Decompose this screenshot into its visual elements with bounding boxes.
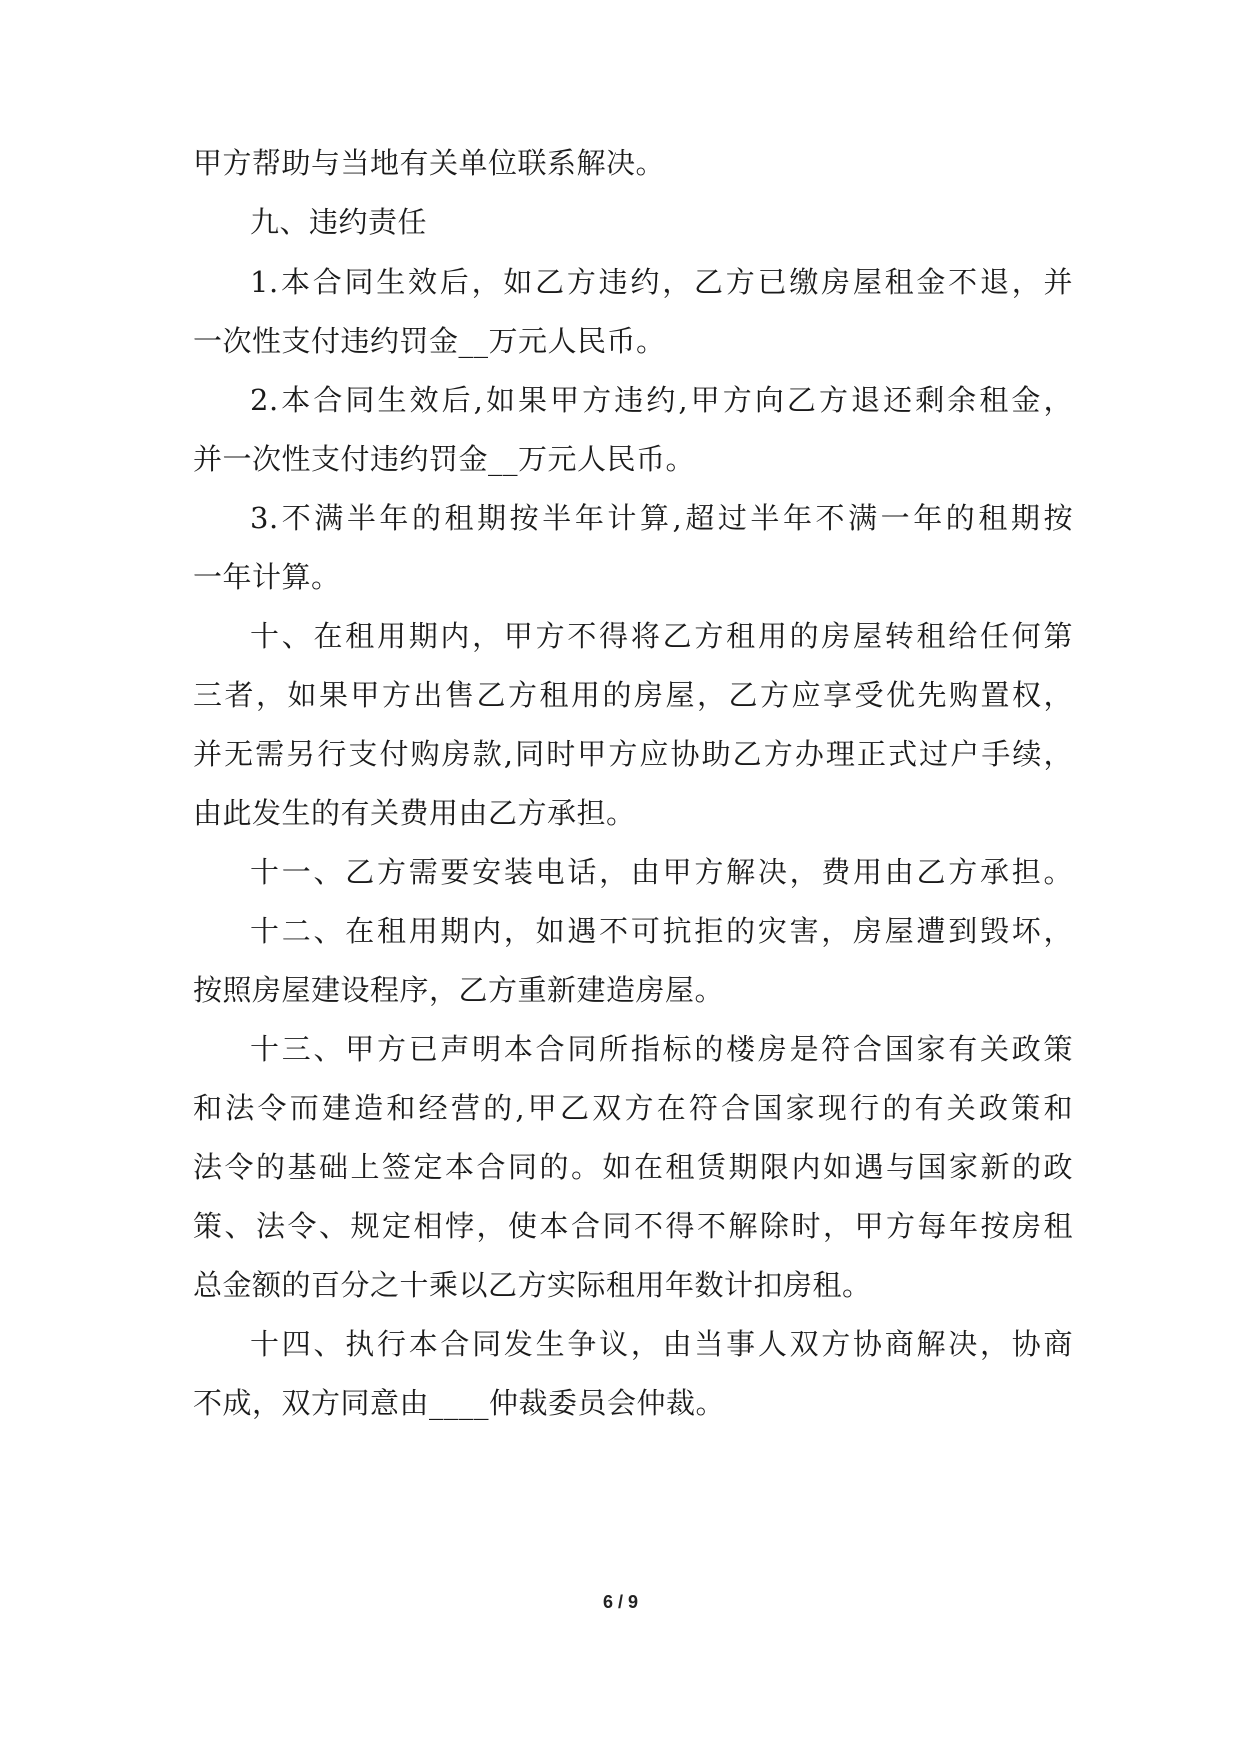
- section-heading-breach-liability: 九、违约责任: [250, 205, 428, 239]
- text-line: 三者，如果甲方出售乙方租用的房屋，乙方应享受优先购置权，: [193, 678, 1073, 712]
- text-line: 一次性支付违约罚金__万元人民币。: [193, 324, 666, 358]
- text-line: 十三、甲方已声明本合同所指标的楼房是符合国家有关政策: [250, 1032, 1073, 1066]
- text-line: 法令的基础上签定本合同的。如在租赁期限内如遇与国家新的政: [193, 1150, 1073, 1184]
- text-line: 并无需另行支付购房款,同时甲方应协助乙方办理正式过户手续，: [193, 737, 1073, 771]
- text-line: 一年计算。: [193, 560, 341, 594]
- text-line: 1.本合同生效后，如乙方违约，乙方已缴房屋租金不退，并: [250, 265, 1073, 299]
- text-line: 3.不满半年的租期按半年计算,超过半年不满一年的租期按: [250, 501, 1073, 535]
- text-line: 十二、在租用期内，如遇不可抗拒的灾害，房屋遭到毁坏，: [250, 914, 1073, 948]
- text-line: 甲方帮助与当地有关单位联系解决。: [193, 146, 666, 180]
- text-line: 不成，双方同意由____仲裁委员会仲裁。: [193, 1386, 726, 1420]
- text-line: 2.本合同生效后,如果甲方违约,甲方向乙方退还剩余租金，: [250, 383, 1073, 417]
- text-line: 总金额的百分之十乘以乙方实际租用年数计扣房租。: [193, 1268, 872, 1302]
- text-line: 十四、执行本合同发生争议，由当事人双方协商解决，协商: [250, 1327, 1073, 1361]
- page-number: 6 / 9: [602, 1592, 639, 1612]
- text-line: 并一次性支付违约罚金__万元人民币。: [193, 442, 696, 476]
- text-line: 和法令而建造和经营的,甲乙双方在符合国家现行的有关政策和: [193, 1091, 1073, 1125]
- text-line: 十一、乙方需要安装电话，由甲方解决，费用由乙方承担。: [250, 855, 1073, 889]
- text-line: 十、在租用期内，甲方不得将乙方租用的房屋转租给任何第: [250, 619, 1073, 653]
- text-line: 按照房屋建设程序，乙方重新建造房屋。: [193, 973, 725, 1007]
- text-line: 由此发生的有关费用由乙方承担。: [193, 796, 636, 830]
- text-line: 策、法令、规定相悖，使本合同不得不解除时，甲方每年按房租: [193, 1209, 1073, 1243]
